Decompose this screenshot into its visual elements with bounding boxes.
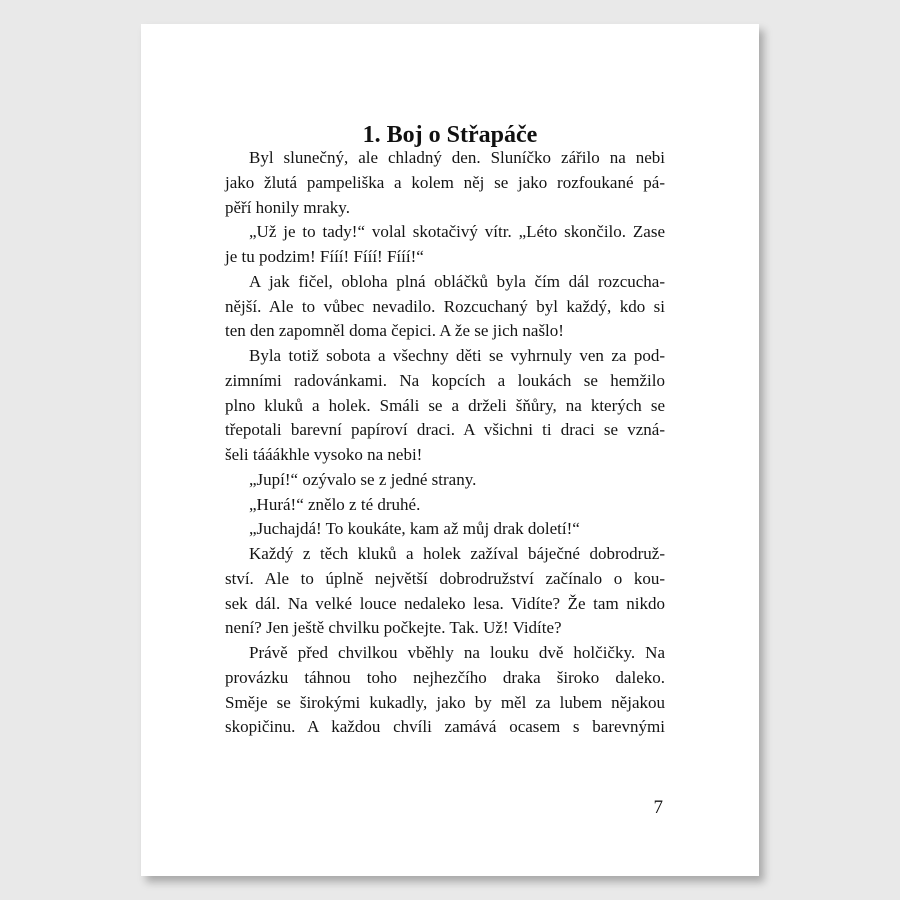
text-line: Směje se širokými kukadly, jako by měl za lubem nějakou [225, 692, 665, 712]
text-line: provázku táhnou toho nejhezčího draka široko daleko. [225, 667, 665, 687]
text-line: „Hurá!“ znělo z té druhé. [249, 494, 421, 514]
text-line: třepotali barevní papíroví draci. A všichni ti draci se vzná- [225, 420, 665, 440]
text-line: sek dál. Na velké louce nedaleko lesa. Vidíte? Že tam nikdo [225, 593, 665, 613]
text-line: plno kluků a holek. Smáli se a drželi šňůry, na kterých se [225, 395, 665, 415]
book-page [141, 24, 759, 876]
text-line: Byla totiž sobota a všechny děti se vyhrnuly ven za pod- [249, 346, 665, 365]
text-line: jako žlutá pampeliška a kolem něj se jako rozfoukané pá- [225, 172, 665, 192]
text-line: ten den zapomněl doma čepici. A že se jich našlo! [225, 321, 564, 341]
page-number: 7 [653, 797, 663, 818]
text-line: „Jupí!“ ozývalo se z jedné strany. [249, 469, 477, 489]
text-line: je tu podzim! Fííí! Fííí! Fííí!“ [225, 247, 424, 266]
chapter-body [225, 146, 665, 740]
text-line: zimními radovánkami. Na kopcích a loukách se hemžilo [225, 370, 665, 390]
text-line: A jak fičel, obloha plná obláčků byla čím dál rozcucha- [249, 271, 665, 291]
text-line: pěří honily mraky. [225, 197, 350, 217]
text-line: není? Jen ještě chvilku počkejte. Tak. Už! Vidíte? [225, 618, 562, 638]
text-line: „Už je to tady!“ volal skotačivý vítr. „Léto skončilo. Zase [249, 222, 665, 242]
text-line: Byl slunečný, ale chladný den. Sluníčko zářilo na nebi [249, 148, 665, 167]
chapter-title: 1. Boj o Střapáče [362, 122, 538, 148]
text-line: „Juchajdá! To koukáte, kam až můj drak doletí!“ [249, 519, 580, 539]
text-line: Každý z těch kluků a holek zažíval báječné dobrodruž- [249, 544, 665, 563]
text-line: nější. Ale to vůbec nevadilo. Rozcuchaný byl každý, kdo si [225, 296, 665, 316]
text-line: Právě před chvilkou vběhly na louku dvě holčičky. Na [249, 643, 665, 662]
text-line: ství. Ale to úplně největší dobrodružství začínalo o kou- [225, 568, 665, 588]
text-line: skopičinu. A každou chvíli zamává ocasem s barevnými [225, 717, 665, 737]
text-line: šeli tááákhle vysoko na nebi! [225, 445, 423, 464]
